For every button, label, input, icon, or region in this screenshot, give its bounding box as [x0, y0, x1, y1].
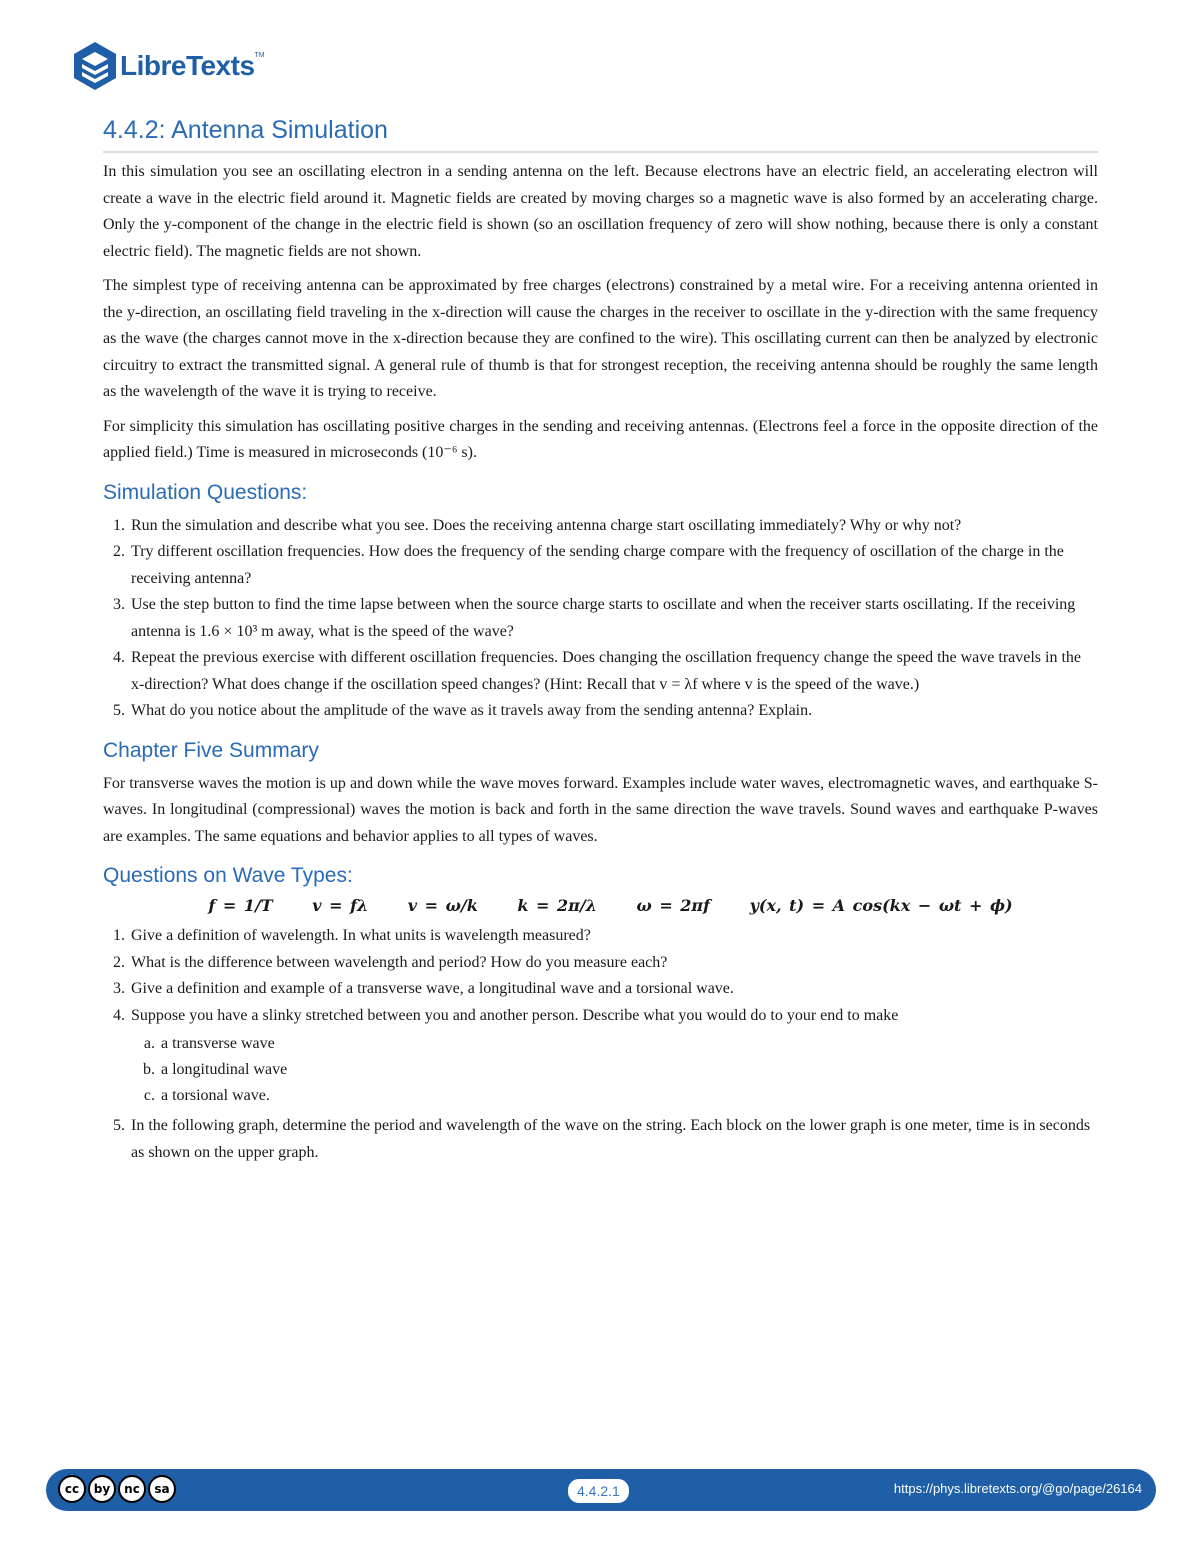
list-item: 5. In the following graph, determine the period and wavelength of the wave on the string. Each block on the lower graph is one meter, time is in seconds as shown on the upper graph.: [129, 1113, 1098, 1166]
libretexts-logo[interactable]: [72, 40, 265, 92]
list-item-text: Suppose you have a slinky stretched between you and another person. Describe what you would do to your end to make: [131, 1006, 899, 1024]
sub-list-item: c. a torsional wave.: [159, 1083, 1098, 1109]
sub-list-item: a. a transverse wave: [159, 1031, 1098, 1057]
chapter-summary-heading: Chapter Five Summary: [103, 738, 319, 762]
list-item: 3. Use the step button to find the time lapse between when the source charge starts to oscillate and when the receiver starts oscillating. If the receiving antenna is 1.6 × 10³ m away, what is the speed of the wave?: [129, 592, 1098, 645]
list-item: 3. Give a definition and example of a transverse wave, a longitudinal wave and a torsional wave.: [129, 976, 1098, 1003]
cc-icon: cc: [58, 1475, 86, 1503]
formula: k = 2π/λ: [517, 896, 597, 915]
formula: ω = 2πf: [636, 896, 711, 915]
page-footer: [46, 1469, 1156, 1511]
intro-paragraph-3: For simplicity this simulation has oscillating positive charges in the sending and receiving antennas. (Electrons feel a force in the opposite direction of the applied field.) Time is measured in microseconds (10⁻⁶ s).: [103, 417, 1098, 461]
list-item: 1. Give a definition of wavelength. In what units is wavelength measured?: [129, 923, 1098, 950]
sharealike-icon: sa: [148, 1475, 176, 1503]
list-item: 5. What do you notice about the amplitude of the wave as it travels away from the sending antenna? Explain.: [129, 698, 1098, 725]
libretexts-logo-icon: [72, 40, 118, 92]
formula: v = ω/k: [407, 896, 478, 915]
page-url-link[interactable]: https://phys.libretexts.org/@go/page/26164: [893, 1481, 1142, 1496]
wave-types-heading: Questions on Wave Types:: [103, 864, 353, 887]
sub-list-item: b. a longitudinal wave: [159, 1057, 1098, 1083]
formula: f = 1/T: [208, 896, 273, 915]
page-number: 4.4.2.1: [568, 1479, 629, 1503]
logo-trademark: TM: [254, 52, 265, 59]
chapter-summary-text: For transverse waves the motion is up and down while the wave moves forward. Examples include water waves, electromagnetic waves, and earthquake S-waves. In longitudinal (compressional) waves the motion is back and forth in the same direction the wave travels. Sound waves and earthquake P-waves are examples. The same equations and behavior applies to all types of waves.: [103, 774, 1098, 845]
list-item: 2. Try different oscillation frequencies. How does the frequency of the sending charge compare with the frequency of oscillation of the charge in the receiving antenna?: [129, 539, 1098, 592]
page-title: 4.4.2: Antenna Simulation: [103, 116, 1098, 153]
logo-text: LibreTexts: [120, 50, 255, 81]
list-item: 4. Repeat the previous exercise with different oscillation frequencies. Does changing the oscillation frequency change the speed the wave travels in the x-direction? What does change if the oscillation speed changes? (Hint: Recall that v = λf where v is the speed of the wave.): [129, 645, 1098, 698]
list-item: 1. Run the simulation and describe what you see. Does the receiving antenna charge start oscillating immediately? Why or why not?: [129, 513, 1098, 540]
slinky-sublist: [131, 1031, 1098, 1109]
formula: y(x, t) = A cos(kx − ωt + ϕ): [749, 896, 1013, 915]
formula: v = fλ: [312, 896, 369, 915]
page-content: [103, 116, 1098, 1172]
list-item: [129, 1003, 1098, 1110]
license-badge[interactable]: [58, 1475, 176, 1503]
list-item: 2. What is the difference between wavelength and period? How do you measure each?: [129, 950, 1098, 977]
intro-paragraph-2: The simplest type of receiving antenna can be approximated by free charges (electrons) constrained by a metal wire. For a receiving antenna oriented in the y-direction, an oscillating field traveling in the x-direction will cause the charges in the receiver to oscillate in the y-direction with the same frequency as the wave (the charges cannot move in the x-direction because they are confined to the wire). This oscillating current can then be analyzed by electronic circuitry to extract the transmitted signal. A general rule of thumb is that for strongest reception, the receiving antenna should be roughly the same length as the wavelength of the wave it is trying to receive.: [103, 277, 1098, 400]
wave-types-list: [103, 923, 1098, 1166]
simulation-questions-list: [103, 513, 1098, 725]
noncommercial-icon: nc: [118, 1475, 146, 1503]
attribution-icon: by: [88, 1475, 116, 1503]
simulation-questions-heading: Simulation Questions:: [103, 480, 308, 504]
wave-formulas: [123, 896, 1098, 915]
intro-paragraph-1: In this simulation you see an oscillating electron in a sending antenna on the left. Because electrons have an electric field, an accelerating electron will create a wave in the electric field around it. Magnetic fields are created by moving charges so a magnetic wave is also formed by an accelerating charge. Only the y-component of the change in the electric field is shown (so an oscillation frequency of zero will show nothing, because there is only a constant electric field). The magnetic fields are not shown.: [103, 163, 1098, 260]
